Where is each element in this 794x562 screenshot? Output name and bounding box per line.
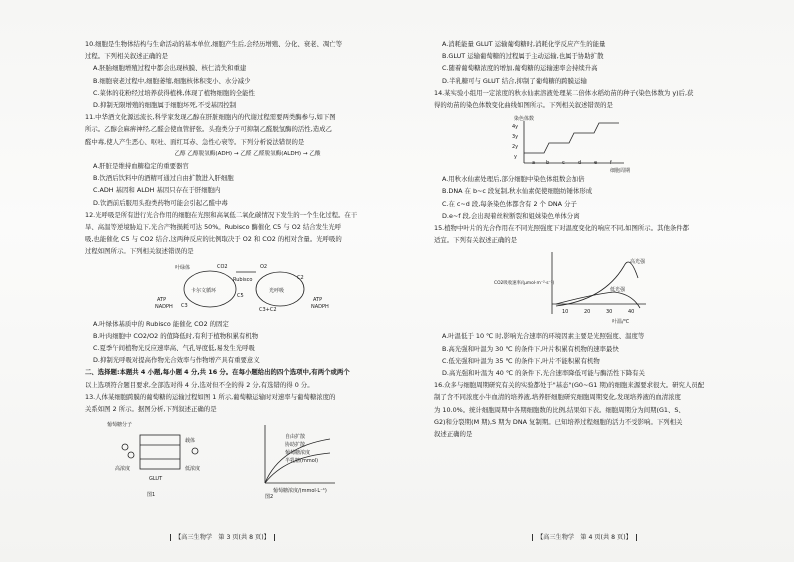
q14-option-c: C.在 c~d 段,每条染色体都含有 2 个 DNA 分子 (442, 199, 577, 208)
q14-curve (524, 123, 619, 153)
q15-xtick: 40 (628, 309, 635, 316)
q14-point: a (532, 160, 536, 167)
q15-ylabel: CO2吸收速率/(μmol·m⁻²·s⁻¹) (494, 281, 555, 287)
atp-label: ATP (157, 296, 167, 303)
glucose-molecule (192, 448, 198, 454)
q13-option-d: D.半乳糖可与 GLUT 结合,抑制了葡萄糖的跨膜运输 (442, 76, 587, 85)
calvin-cycle-label: 卡尔文循环 (191, 287, 217, 294)
co2-label: CO2 (217, 263, 228, 270)
high-light-label: 高光强 (630, 259, 646, 266)
q11-option-c: C.ADH 基因和 ALDH 基因只存在于肝细胞内 (93, 186, 221, 195)
glucose-molecule (122, 444, 128, 450)
q10-line: 过程。下列相关叙述正确的是 (85, 52, 169, 61)
q14-xlabel: 细胞周期 (610, 168, 631, 175)
q15-xtick: 20 (584, 309, 591, 316)
fig2-xlabel: 葡萄糖浓度/(mmol·L⁻¹) (273, 488, 327, 495)
q15-line: 15.植物中叶片的光合作用在不同光照强度下对温度变化的响应不同,如图所示。其他条件都 (434, 224, 690, 233)
temperature-chart (434, 248, 764, 328)
c3-label: C3 (181, 302, 188, 309)
c3-c2-label: C3+C2 (259, 306, 277, 313)
q11-equation: 乙醇 乙醇脱氢酶(ADH) → 乙醛 乙醛脱氢酶(ALDH) → 乙酸 (174, 150, 321, 157)
q12-line: 过程如图所示。下列相关叙述错误的是 (85, 247, 194, 256)
glut-label: GLUT (149, 476, 163, 483)
o2-label: O2 (260, 263, 268, 270)
q13-option-c: C.随着葡萄糖浓度的增加,葡萄糖的运输速率会持续升高 (442, 64, 598, 73)
q10-line: 10.细胞是生物体结构与生命活动的基本单位,细胞产生后,会经历增殖、分化、衰老、凋亡等 (85, 40, 343, 48)
nadph-label: NADPH (155, 303, 173, 310)
q14-point: b (546, 160, 550, 167)
fig2-series-3: 葡萄糖浓度 (285, 450, 311, 457)
carrier-label: 载体 (185, 438, 196, 445)
q15-option-a: A.叶温低于 10 ℃ 时,影响光合速率的环境因素主要是光照强度、温度等 (442, 332, 645, 341)
q10-option-b: B.细胞衰老过程中,细胞萎缩,细胞核体积变小、水分减少 (93, 76, 251, 85)
q14-point: d (578, 160, 582, 167)
q16-line: G2)和分裂期(M 期),S 期为 DNA 复制期。已知培养过程细胞的活力不受影响。下列相关 (434, 417, 683, 426)
temperature-figure (434, 248, 764, 328)
page-footer-right (532, 532, 637, 541)
q16-line: 制了含不同浓度小牛血清的培养液,培养肝细胞研究细胞周期变化,发现培养液的血清浓度 (434, 393, 681, 402)
low-conc-label: 低浓度 (185, 466, 201, 473)
glucose-molecule (128, 452, 134, 458)
q15-xtick: 10 (562, 309, 569, 316)
page-footer-left (170, 532, 275, 541)
q14-ytick: 4y (512, 124, 519, 131)
footer-text: 【高三生物学 第 3 页(共 8 页)】 (170, 534, 275, 541)
glut-figures (85, 417, 410, 499)
q13-option-a: A.消耗能量 GLUT 运输葡萄糖时,消耗化学反应产生的能量 (442, 40, 606, 48)
q13-line: 关系如图 2 所示。据图分析,下列叙述正确的是 (85, 405, 217, 414)
q16-line: 16.众多与细胞周期研究有关的实验都处于"基态"(G0~G1 期)的细胞来源要求很大。研究人员配 (434, 381, 705, 390)
q14-point: e (594, 160, 598, 167)
fig1-caption: 图1 (147, 492, 156, 499)
q14-option-a: A.用秋水仙素处理后,部分细胞中染色体组数会加倍 (442, 175, 585, 184)
q11-option-d: D.饮酒前后服用头孢类药物可能会引起乙醛中毒 (93, 198, 228, 207)
photorespiration-figure (85, 260, 410, 316)
q13-line: 13.人体某细胞跨膜的葡萄糖的运输过程如图 1 所示,葡萄糖运输时对速率与葡萄糖浓度的 (85, 392, 336, 401)
left-column (85, 38, 410, 501)
q10-option-d: D.抑制无限增殖的细胞属于细胞坏死,不受基因控制 (93, 101, 237, 110)
photorespiration-label: 光呼吸 (269, 287, 285, 294)
q11-line: 醛中毒,使人产生恶心、呕吐、面红耳赤、急性心衰等。下列分析说法错误的是 (85, 137, 305, 146)
q15-option-b: B.高光强和叶温为 30 ℃ 的条件下,叶片积累有机物的速率最快 (442, 344, 619, 353)
footer-text: 【高三生物学 第 4 页(共 8 页)】 (532, 534, 637, 541)
section-2-heading: 二、选择题:本题共 4 小题,每小题 4 分,共 16 分。在每小题给出的四个选项中,有两个或两个 (85, 368, 350, 377)
q12-option-d: D.抑制光呼吸对提高作物光合效率与作物增产具有重要意义 (93, 356, 260, 365)
q15-xtick: 30 (606, 309, 613, 316)
q14-point: c (562, 160, 565, 167)
q14-point: f (610, 160, 612, 167)
q15-option-c: C.低光强和叶温为 35 ℃ 的条件下,叶片不能积累有机物 (442, 356, 600, 365)
glucose-label: 葡萄糖分子 (107, 422, 133, 429)
q12-option-a: A.叶绿体基质中的 Rubisco 能催化 CO2 的固定 (93, 319, 229, 328)
q16-line: 叙述正确的是 (434, 430, 473, 439)
chromosome-figure (434, 113, 764, 175)
c5-label: C5 (237, 292, 244, 299)
q11-line: 11.中华酒文化源远流长,科学家发现乙醇在肝脏细胞内的代谢过程需要两类酶参与,如下图 (85, 113, 336, 122)
q10-option-a: A.胚胎细胞增殖过程中都会出现核膜、核仁消失和重建 (93, 64, 247, 73)
q11-option-b: B.饮酒后饮料中的酒精可通过自由扩散进入肝细胞 (93, 174, 234, 183)
high-conc-label: 高浓度 (115, 466, 131, 473)
q14-option-d: D.e~f 段,会出现着丝粒断裂和姐妹染色单体分离 (442, 211, 580, 220)
q12-option-c: C.夏季午间植物光反应速率高、气孔导度低,易发生光呼吸 (93, 344, 255, 353)
q12-option-b: B.叶肉细胞中 CO2/O2 的值降低时,有利于植物积累有机物 (93, 331, 259, 340)
q15-option-d: D.高光强和叶温为 40 ℃ 的条件下,光合速率降低可能与酶活性下降有关 (442, 369, 645, 378)
q12-line: 12.光呼吸是所有进行光合作用的细胞在光照和高氧低二氧化碳情况下发生的一个生化过程。在干 (85, 210, 358, 219)
fig2-series-1: 自由扩散 (285, 434, 306, 441)
q14-ytick: y (514, 154, 517, 161)
photorespiration-diagram (85, 260, 410, 316)
q15-line: 适宜。下列有关叙述正确的是 (434, 236, 518, 245)
q16-line: 为 10.0%。统计细胞周期中各期细胞数的比例,结果如下表。细胞周期分为间期(G1、S、 (434, 405, 685, 414)
nadph-label-right: NADPH (311, 303, 329, 310)
right-column (434, 38, 764, 440)
c2-label: C2 (297, 274, 304, 281)
rubisco-label: Rubisco (233, 276, 253, 283)
q14-ytick: 2y (512, 144, 519, 151)
fig2-caption: 图2 (265, 494, 274, 501)
atp-label-right: ATP (313, 296, 323, 303)
low-light-label: 低光强 (610, 287, 626, 294)
q13-option-b: B.GLUT 运输葡萄糖的过程属于主动运输,也属于协助扩散 (442, 52, 604, 61)
q10-option-c: C.菜体的花粉经过培养获得植株,体现了植物细胞的全能性 (93, 88, 255, 97)
glut-figure-drawing (85, 417, 410, 499)
q14-ytick: 3y (512, 134, 519, 141)
q12-line: 吸,也能催化 C5 与 CO2 结合,这两种反应的比例取决于 O2 和 CO2 的相对含量。光呼吸的 (85, 235, 342, 244)
fig2-series-4: 半乳糖(mmol) (285, 458, 319, 465)
q11-option-a: A.肝脏是维持血糖稳定的重要器官 (93, 162, 189, 171)
section-2-heading-cont: 以上选项符合题目要求,全部选对得 4 分,选对但不全的得 2 分,有选错的得 0 分。 (85, 380, 314, 389)
q11-line: 所示。乙醇会麻痹神经,乙醛会使血管舒张。头孢类分子可抑制乙醛脱氢酶的活性,造成乙 (85, 125, 332, 134)
q14-line: 得的幼苗的染色体数变化曲线如图所示。下列相关叙述错误的是 (434, 101, 613, 110)
chloroplast-label: 叶绿体 (175, 264, 191, 271)
high-light-curve (556, 262, 638, 306)
q14-option-b: B.DNA 在 b~c 段复制,秋水仙素促使细胞纺锤体形成 (442, 187, 593, 196)
q12-line: 旱、高温等逆境胁迫下,光合产物损耗可达 50%。Rubisco 酶催化 C5 与 O2 结合发生光呼 (85, 223, 342, 232)
chromosome-chart (434, 113, 764, 171)
q14-ylabel: 染色体数 (514, 116, 535, 123)
membrane-box (140, 435, 180, 469)
q15-xlabel: 叶温/℃ (612, 319, 630, 326)
q14-line: 14.某实验小组用一定浓度的秋水仙素溶液处理某二倍体水稻幼苗的种子(染色体数为 y)后,获 (434, 88, 694, 97)
fig2-series-2: 协助扩散 (285, 442, 306, 449)
